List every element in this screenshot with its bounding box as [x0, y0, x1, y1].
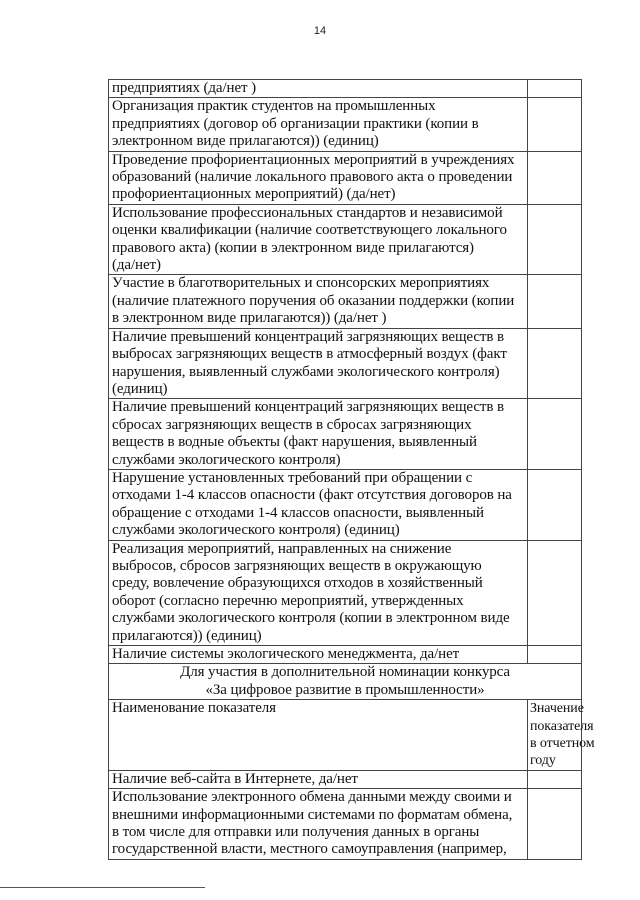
section-title-row	[109, 664, 582, 700]
page-number: 14	[313, 25, 327, 37]
table-row	[109, 540, 582, 645]
indicator-name: Наличие превышений концентраций загрязняющих веществ в сбросах загрязняющих веществ в сбросах загрязняющих веществ в водные объекты (факт нарушения, выявленный службами экологического контроля)	[109, 399, 528, 470]
indicator-name: Наличие веб-сайта в Интернете, да/нет	[109, 770, 528, 788]
indicator-value-cell[interactable]	[528, 770, 582, 788]
table-row	[109, 80, 582, 98]
table-row	[109, 646, 582, 664]
indicator-value-cell[interactable]	[528, 540, 582, 645]
table-row	[109, 275, 582, 328]
indicator-name: Наличие превышений концентраций загрязняющих веществ в выбросах загрязняющих веществ в атмосферный воздух (факт нарушения, выявленный службами экологического контроля) (единиц)	[109, 328, 528, 399]
section-title: Для участия в дополнительной номинации конкурса «За цифровое развитие в промышленности»	[109, 664, 582, 700]
table-row	[109, 204, 582, 275]
indicators-table	[108, 79, 595, 860]
table-row	[109, 98, 582, 151]
footnote-separator	[0, 887, 205, 888]
indicator-name: Организация практик студентов на промышленных предприятиях (договор об организации практики (копии в электронном виде прилагаются)) (единиц)	[109, 98, 528, 151]
indicator-value-cell[interactable]	[528, 646, 582, 664]
indicator-name: Использование профессиональных стандартов и независимой оценки квалификации (наличие соответствующего локального правового акта) (копии в электронном виде прилагаются) (да/нет)	[109, 204, 528, 275]
table-row	[109, 770, 582, 788]
indicator-value-cell[interactable]	[528, 399, 582, 470]
table-row	[109, 469, 582, 540]
indicator-value-cell[interactable]	[528, 469, 582, 540]
indicator-name: Реализация мероприятий, направленных на снижение выбросов, сбросов загрязняющих веществ в окружающую среду, вовлечение образующихся отходов в хозяйственный оборот (согласно перечню мероприятий, утвержденных службами экологического контроля (копии в электронном виде прилагаются)) (единиц)	[109, 540, 528, 645]
indicator-value-cell[interactable]	[528, 275, 582, 328]
indicator-name: Проведение профориентационных мероприятий в учреждениях образований (наличие локального правового акта о проведении профориентационных мероприятий) (да/нет)	[109, 151, 528, 204]
table-row	[109, 399, 582, 470]
indicator-value-cell[interactable]	[528, 98, 582, 151]
table-row	[109, 151, 582, 204]
table-row	[109, 789, 582, 860]
indicator-name: Наличие системы экологического менеджмента, да/нет	[109, 646, 528, 664]
header-indicator-value: Значение показателя в отчетном году	[528, 700, 582, 771]
table-header-row	[109, 700, 582, 771]
indicator-value-cell[interactable]	[528, 80, 582, 98]
indicator-value-cell[interactable]	[528, 204, 582, 275]
header-indicator-name: Наименование показателя	[109, 700, 528, 771]
indicator-value-cell[interactable]	[528, 789, 582, 860]
indicator-name: Нарушение установленных требований при обращении с отходами 1-4 классов опасности (факт отсутствия договоров на обращение с отходами 1-4 классов опасности, выявленный службами экологического контроля) (единиц)	[109, 469, 528, 540]
table-row	[109, 328, 582, 399]
indicator-value-cell[interactable]	[528, 328, 582, 399]
indicator-name: Использование электронного обмена данными между своими и внешними информационными системами по форматам обмена, в том числе для отправки или получения данных в органы государственной власти, местного самоуправления (например,	[109, 789, 528, 860]
indicator-name: Участие в благотворительных и спонсорских мероприятиях (наличие платежного поручения об оказании поддержки (копии в электронном виде прилагаются)) (да/нет )	[109, 275, 528, 328]
indicator-value-cell[interactable]	[528, 151, 582, 204]
indicator-name: предприятиях (да/нет )	[109, 80, 528, 98]
